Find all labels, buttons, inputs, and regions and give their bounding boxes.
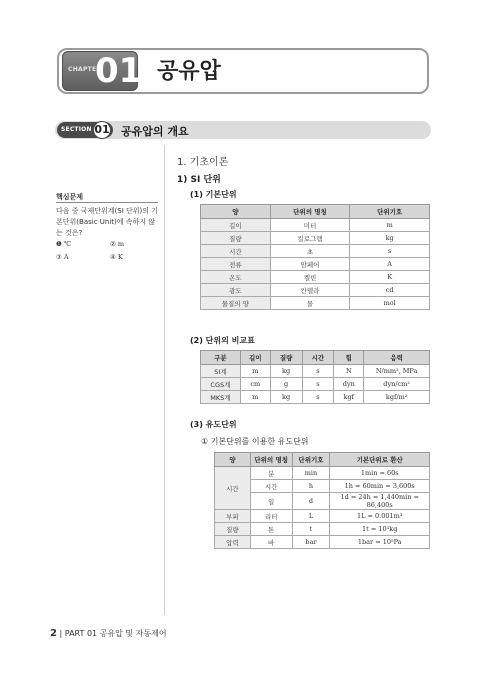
- table-cell: m: [240, 365, 270, 378]
- table-cell: 압력: [215, 536, 251, 549]
- choice-4: ④ K: [110, 253, 123, 261]
- table-cell: 톤: [250, 523, 292, 536]
- table-cell: s: [302, 391, 334, 404]
- table-cell: 부피: [215, 510, 251, 523]
- table-cell: 1L = 0.001m³: [330, 510, 430, 523]
- table-cell: 킬로그램: [270, 232, 350, 245]
- chapter-title: 공유압: [157, 59, 221, 84]
- table-cell: 길이: [201, 219, 271, 232]
- table-cell: 1min = 60s: [330, 467, 430, 480]
- table-cell: s: [302, 365, 334, 378]
- table-row: [215, 523, 430, 536]
- table-row: [215, 510, 430, 523]
- table-row: [201, 245, 430, 258]
- table-row: [201, 378, 430, 391]
- table-cell: 시간: [215, 467, 251, 510]
- table-cell: t: [292, 523, 330, 536]
- choice-2: ② m: [110, 240, 125, 248]
- table-cell: m: [240, 391, 270, 404]
- table-cell: 암페어: [270, 258, 350, 271]
- chapter-number: 01: [95, 51, 143, 91]
- table-cell: 1d = 24h = 1,440min = 86,400s: [330, 493, 430, 510]
- table-cell: dyn/cm²: [364, 378, 430, 391]
- column-header: 단위의 명칭: [270, 205, 350, 219]
- column-header: 질량: [270, 351, 302, 365]
- table-cell: 리터: [250, 510, 292, 523]
- heading-unit-comparison: (2) 단위의 비교표: [190, 336, 255, 345]
- table-row: [201, 297, 430, 310]
- table-cell: N/mm², MPa: [364, 365, 430, 378]
- table-cell: mol: [350, 297, 430, 310]
- table-cell: min: [292, 467, 330, 480]
- heading-derived-from-base: ① 기본단위를 이용한 유도단위: [201, 437, 309, 446]
- table-row: [215, 467, 430, 480]
- table-cell: A: [350, 258, 430, 271]
- column-header: 양: [201, 205, 271, 219]
- table-row: [201, 219, 430, 232]
- table-cell: 광도: [201, 284, 271, 297]
- table-cell: N: [334, 365, 364, 378]
- table-cell: s: [302, 378, 334, 391]
- column-header: 양: [215, 453, 251, 467]
- derived-units-table: [214, 452, 430, 549]
- table-cell: d: [292, 493, 330, 510]
- unit-comparison-table: [200, 350, 430, 404]
- table-cell: 전류: [201, 258, 271, 271]
- table-cell: 1h = 60min = 3,600s: [330, 480, 430, 493]
- table-cell: cm: [240, 378, 270, 391]
- table-cell: CGS계: [201, 378, 241, 391]
- table-cell: 몰: [270, 297, 350, 310]
- table-cell: kg: [270, 365, 302, 378]
- table-cell: 칸델라: [270, 284, 350, 297]
- sidebar-question: 다음 중 국제단위계(SI 단위)의 기본단위(Basic Unit)에 속하지 않는 것은?: [56, 207, 159, 237]
- table-cell: s: [350, 245, 430, 258]
- table-cell: kgf/m²: [364, 391, 430, 404]
- heading-basic-theory: 1. 기초이론: [177, 157, 229, 168]
- chapter-word: CHAPTER: [68, 66, 102, 73]
- table-row: [201, 365, 430, 378]
- section-word: SECTION: [61, 126, 92, 133]
- table-cell: L: [292, 510, 330, 523]
- table-row: [201, 258, 430, 271]
- table-cell: 질량: [201, 232, 271, 245]
- table-cell: kg: [350, 232, 430, 245]
- choice-3: ③ A: [56, 253, 69, 261]
- column-header: 구분: [201, 351, 241, 365]
- heading-base-units: (1) 기본단위: [190, 190, 237, 199]
- section-number: 01: [93, 121, 111, 139]
- table-cell: SI계: [201, 365, 241, 378]
- section-title: 공유압의 개요: [121, 125, 189, 138]
- table-cell: 온도: [201, 271, 271, 284]
- sidebar-divider: [164, 145, 165, 615]
- table-cell: m: [350, 219, 430, 232]
- table-cell: 미터: [270, 219, 350, 232]
- table-row: [201, 232, 430, 245]
- column-header: 단위기호: [350, 205, 430, 219]
- table-cell: 시간: [250, 480, 292, 493]
- table-cell: 일: [250, 493, 292, 510]
- table-cell: g: [270, 378, 302, 391]
- table-row: [201, 391, 430, 404]
- table-cell: 물질의 양: [201, 297, 271, 310]
- column-header: 단위기호: [292, 453, 330, 467]
- table-cell: h: [292, 480, 330, 493]
- heading-si-units: 1) SI 단위: [177, 175, 221, 185]
- table-cell: 1t = 10³kg: [330, 523, 430, 536]
- table-cell: dyn: [334, 378, 364, 391]
- table-cell: 초: [270, 245, 350, 258]
- heading-derived-units: (3) 유도단위: [190, 420, 237, 429]
- column-header: 기본단위로 환산: [330, 453, 430, 467]
- table-cell: kgf: [334, 391, 364, 404]
- table-row: [215, 536, 430, 549]
- footer-part-title: | PART 01 공유압 및 자동제어: [59, 629, 167, 638]
- base-units-table: [200, 204, 430, 310]
- table-cell: 바: [250, 536, 292, 549]
- column-header: 힘: [334, 351, 364, 365]
- page-footer: [50, 628, 167, 639]
- table-row: [201, 271, 430, 284]
- table-cell: cd: [350, 284, 430, 297]
- table-cell: kg: [270, 391, 302, 404]
- page-number: 2: [50, 628, 57, 639]
- choice-1: ❶ ℃: [56, 240, 72, 248]
- table-cell: 분: [250, 467, 292, 480]
- sidebar-rule: [56, 202, 158, 203]
- column-header: 시간: [302, 351, 334, 365]
- column-header: 길이: [240, 351, 270, 365]
- table-cell: 켈빈: [270, 271, 350, 284]
- table-cell: K: [350, 271, 430, 284]
- column-header: 단위의 명칭: [250, 453, 292, 467]
- table-cell: bar: [292, 536, 330, 549]
- table-cell: 1bar = 10⁵Pa: [330, 536, 430, 549]
- table-row: [201, 284, 430, 297]
- table-cell: MKS계: [201, 391, 241, 404]
- column-header: 응력: [364, 351, 430, 365]
- sidebar-heading: 핵심문제: [56, 193, 84, 201]
- table-cell: 질량: [215, 523, 251, 536]
- table-cell: 시간: [201, 245, 271, 258]
